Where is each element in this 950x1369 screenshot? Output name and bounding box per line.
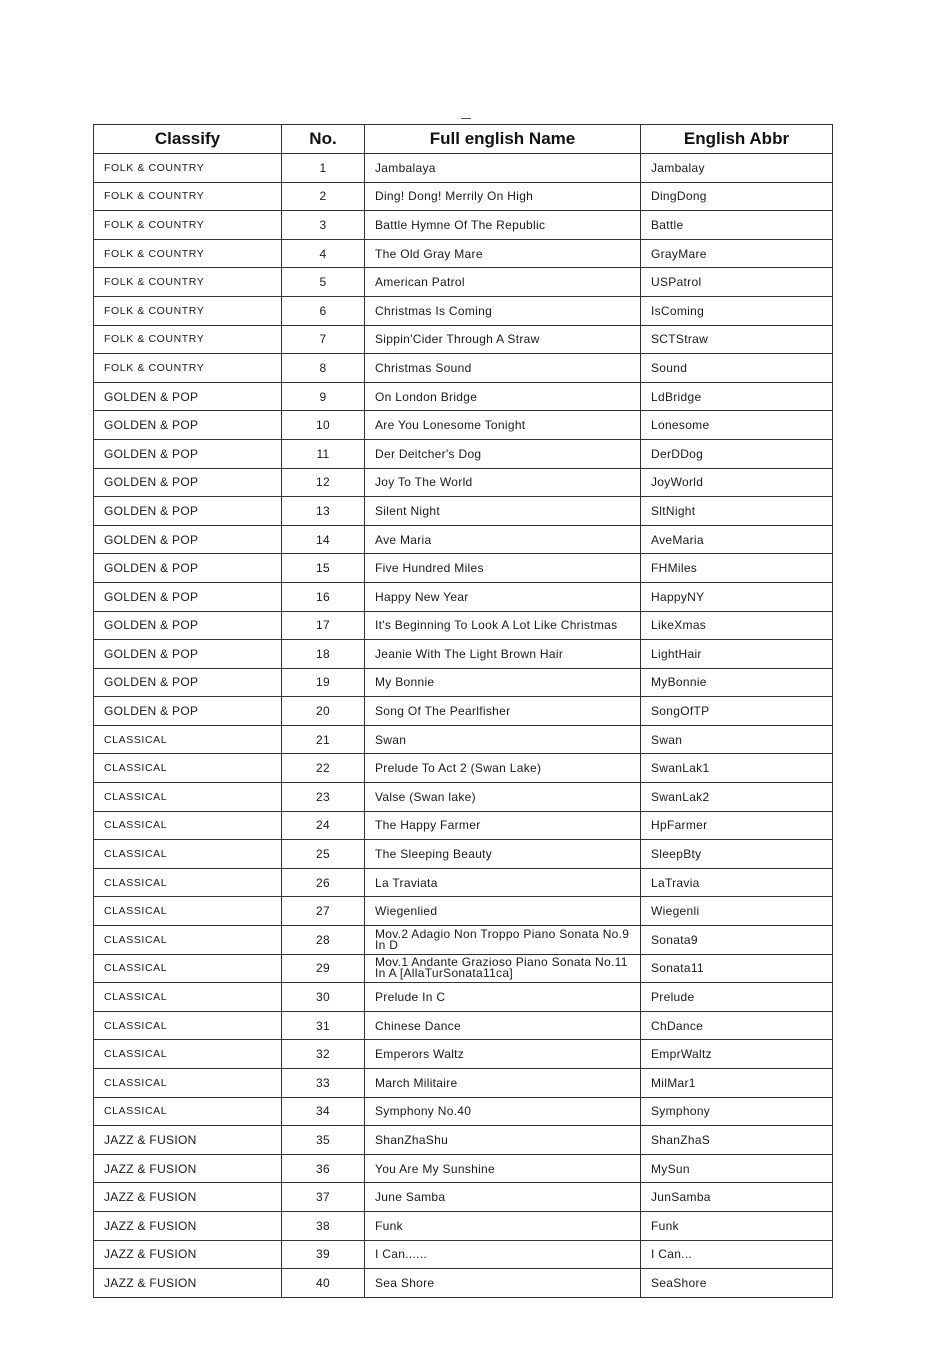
classify-cell: JAZZ & FUSION	[94, 1183, 282, 1212]
abbr-cell: AveMaria	[641, 525, 833, 554]
abbr-cell: HpFarmer	[641, 811, 833, 840]
classify-cell: CLASSICAL	[94, 1011, 282, 1040]
abbr-cell: Battle	[641, 211, 833, 240]
table-row	[94, 1097, 833, 1126]
abbr-cell: LightHair	[641, 640, 833, 669]
full-name-cell: Christmas Is Coming	[365, 296, 641, 325]
table-row	[94, 411, 833, 440]
number-cell: 21	[282, 725, 365, 754]
table-row	[94, 1211, 833, 1240]
number-cell: 1	[282, 154, 365, 183]
abbr-cell: Swan	[641, 725, 833, 754]
number-cell: 5	[282, 268, 365, 297]
number-cell: 3	[282, 211, 365, 240]
classify-cell: GOLDEN & POP	[94, 439, 282, 468]
abbr-cell: ChDance	[641, 1011, 833, 1040]
number-cell: 7	[282, 325, 365, 354]
full-name-cell: Jeanie With The Light Brown Hair	[365, 640, 641, 669]
number-cell: 26	[282, 868, 365, 897]
abbr-cell: Prelude	[641, 983, 833, 1012]
number-cell: 19	[282, 668, 365, 697]
abbr-cell: MilMar1	[641, 1069, 833, 1098]
classify-cell: FOLK & COUNTRY	[94, 296, 282, 325]
table-row	[94, 1154, 833, 1183]
abbr-cell: MyBonnie	[641, 668, 833, 697]
full-name-cell: Battle Hymne Of The Republic	[365, 211, 641, 240]
full-name-cell: It's Beginning To Look A Lot Like Christmas	[365, 611, 641, 640]
classify-cell: FOLK & COUNTRY	[94, 268, 282, 297]
classify-cell: CLASSICAL	[94, 1040, 282, 1069]
classify-cell: JAZZ & FUSION	[94, 1269, 282, 1298]
header-english-abbr: English Abbr	[641, 125, 833, 154]
table-row	[94, 554, 833, 583]
classify-cell: CLASSICAL	[94, 954, 282, 983]
classify-cell: GOLDEN & POP	[94, 697, 282, 726]
abbr-cell: SwanLak2	[641, 783, 833, 812]
number-cell: 22	[282, 754, 365, 783]
table-row	[94, 325, 833, 354]
full-name-cell: Joy To The World	[365, 468, 641, 497]
classify-cell: CLASSICAL	[94, 983, 282, 1012]
table-row	[94, 611, 833, 640]
table-row	[94, 754, 833, 783]
abbr-cell: Sonata11	[641, 954, 833, 983]
table-row	[94, 1040, 833, 1069]
classify-cell: GOLDEN & POP	[94, 525, 282, 554]
number-cell: 29	[282, 954, 365, 983]
number-cell: 4	[282, 239, 365, 268]
full-name-cell: Prelude In C	[365, 983, 641, 1012]
number-cell: 6	[282, 296, 365, 325]
classify-cell: JAZZ & FUSION	[94, 1240, 282, 1269]
table-row	[94, 783, 833, 812]
table-row	[94, 668, 833, 697]
full-name-cell: Valse (Swan lake)	[365, 783, 641, 812]
full-name-cell: Funk	[365, 1211, 641, 1240]
full-name-cell: Ding! Dong! Merrily On High	[365, 182, 641, 211]
full-name-cell: I Can......	[365, 1240, 641, 1269]
abbr-cell: SltNight	[641, 497, 833, 526]
abbr-cell: Funk	[641, 1211, 833, 1240]
classify-cell: CLASSICAL	[94, 926, 282, 955]
header-classify: Classify	[94, 125, 282, 154]
number-cell: 18	[282, 640, 365, 669]
classify-cell: FOLK & COUNTRY	[94, 182, 282, 211]
abbr-cell: SleepBty	[641, 840, 833, 869]
table-row	[94, 268, 833, 297]
abbr-cell: SongOfTP	[641, 697, 833, 726]
full-name-cell: Mov.2 Adagio Non Troppo Piano Sonata No.9 In D	[365, 926, 641, 955]
abbr-cell: USPatrol	[641, 268, 833, 297]
table-row	[94, 296, 833, 325]
number-cell: 31	[282, 1011, 365, 1040]
abbr-cell: Sound	[641, 354, 833, 383]
number-cell: 13	[282, 497, 365, 526]
abbr-cell: FHMiles	[641, 554, 833, 583]
full-name-cell: Chinese Dance	[365, 1011, 641, 1040]
table-row	[94, 1126, 833, 1155]
table-row	[94, 182, 833, 211]
abbr-cell: IsComing	[641, 296, 833, 325]
number-cell: 8	[282, 354, 365, 383]
table-row	[94, 926, 833, 955]
abbr-cell: Lonesome	[641, 411, 833, 440]
number-cell: 11	[282, 439, 365, 468]
abbr-cell: HappyNY	[641, 582, 833, 611]
classify-cell: FOLK & COUNTRY	[94, 354, 282, 383]
number-cell: 14	[282, 525, 365, 554]
full-name-cell: Christmas Sound	[365, 354, 641, 383]
abbr-cell: MySun	[641, 1154, 833, 1183]
table-row	[94, 525, 833, 554]
abbr-cell: Jambalay	[641, 154, 833, 183]
table-body	[94, 154, 833, 1298]
song-list-table	[93, 124, 833, 1298]
full-name-cell: Sea Shore	[365, 1269, 641, 1298]
table-row	[94, 954, 833, 983]
table-row	[94, 1069, 833, 1098]
number-cell: 39	[282, 1240, 365, 1269]
number-cell: 10	[282, 411, 365, 440]
abbr-cell: I Can...	[641, 1240, 833, 1269]
full-name-cell: My Bonnie	[365, 668, 641, 697]
full-name-cell: On London Bridge	[365, 382, 641, 411]
table-row	[94, 811, 833, 840]
number-cell: 2	[282, 182, 365, 211]
table-row	[94, 468, 833, 497]
abbr-cell: JoyWorld	[641, 468, 833, 497]
classify-cell: GOLDEN & POP	[94, 611, 282, 640]
classify-cell: CLASSICAL	[94, 1069, 282, 1098]
full-name-cell: Song Of The Pearlfisher	[365, 697, 641, 726]
abbr-cell: DerDDog	[641, 439, 833, 468]
classify-cell: CLASSICAL	[94, 754, 282, 783]
classify-cell: GOLDEN & POP	[94, 382, 282, 411]
number-cell: 17	[282, 611, 365, 640]
full-name-cell: The Sleeping Beauty	[365, 840, 641, 869]
classify-cell: GOLDEN & POP	[94, 411, 282, 440]
number-cell: 36	[282, 1154, 365, 1183]
full-name-cell: Prelude To Act 2 (Swan Lake)	[365, 754, 641, 783]
full-name-cell: Wiegenlied	[365, 897, 641, 926]
header-full-english-name: Full english Name	[365, 125, 641, 154]
full-name-cell: March Militaire	[365, 1069, 641, 1098]
full-name-cell: Der Deitcher's Dog	[365, 439, 641, 468]
abbr-cell: JunSamba	[641, 1183, 833, 1212]
table-header-row	[94, 125, 833, 154]
number-cell: 34	[282, 1097, 365, 1126]
page-mark	[461, 118, 471, 119]
number-cell: 33	[282, 1069, 365, 1098]
full-name-cell: American Patrol	[365, 268, 641, 297]
abbr-cell: SeaShore	[641, 1269, 833, 1298]
table-row	[94, 840, 833, 869]
classify-cell: CLASSICAL	[94, 725, 282, 754]
number-cell: 28	[282, 926, 365, 955]
full-name-cell: The Happy Farmer	[365, 811, 641, 840]
number-cell: 35	[282, 1126, 365, 1155]
classify-cell: GOLDEN & POP	[94, 640, 282, 669]
table-row	[94, 439, 833, 468]
table-row	[94, 897, 833, 926]
full-name-cell: Are You Lonesome Tonight	[365, 411, 641, 440]
table-row	[94, 1011, 833, 1040]
table-row	[94, 211, 833, 240]
classify-cell: GOLDEN & POP	[94, 468, 282, 497]
full-name-cell: ShanZhaShu	[365, 1126, 641, 1155]
classify-cell: CLASSICAL	[94, 783, 282, 812]
abbr-cell: LikeXmas	[641, 611, 833, 640]
abbr-cell: EmprWaltz	[641, 1040, 833, 1069]
classify-cell: JAZZ & FUSION	[94, 1211, 282, 1240]
number-cell: 27	[282, 897, 365, 926]
table-row	[94, 497, 833, 526]
table-row	[94, 154, 833, 183]
full-name-cell: June Samba	[365, 1183, 641, 1212]
table-row	[94, 382, 833, 411]
table-row	[94, 1269, 833, 1298]
classify-cell: FOLK & COUNTRY	[94, 239, 282, 268]
full-name-cell: Happy New Year	[365, 582, 641, 611]
full-name-cell: Sippin'Cider Through A Straw	[365, 325, 641, 354]
abbr-cell: Symphony	[641, 1097, 833, 1126]
table-row	[94, 354, 833, 383]
classify-cell: JAZZ & FUSION	[94, 1126, 282, 1155]
classify-cell: CLASSICAL	[94, 868, 282, 897]
table-row	[94, 239, 833, 268]
full-name-cell: La Traviata	[365, 868, 641, 897]
abbr-cell: SwanLak1	[641, 754, 833, 783]
full-name-cell: Symphony No.40	[365, 1097, 641, 1126]
number-cell: 25	[282, 840, 365, 869]
full-name-cell: Ave Maria	[365, 525, 641, 554]
classify-cell: FOLK & COUNTRY	[94, 154, 282, 183]
abbr-cell: SCTStraw	[641, 325, 833, 354]
classify-cell: GOLDEN & POP	[94, 497, 282, 526]
number-cell: 16	[282, 582, 365, 611]
full-name-cell: Five Hundred Miles	[365, 554, 641, 583]
number-cell: 12	[282, 468, 365, 497]
number-cell: 38	[282, 1211, 365, 1240]
number-cell: 24	[282, 811, 365, 840]
classify-cell: GOLDEN & POP	[94, 668, 282, 697]
classify-cell: GOLDEN & POP	[94, 554, 282, 583]
number-cell: 15	[282, 554, 365, 583]
abbr-cell: ShanZhaS	[641, 1126, 833, 1155]
abbr-cell: DingDong	[641, 182, 833, 211]
classify-cell: CLASSICAL	[94, 811, 282, 840]
classify-cell: JAZZ & FUSION	[94, 1154, 282, 1183]
table-row	[94, 1183, 833, 1212]
table-row	[94, 868, 833, 897]
classify-cell: CLASSICAL	[94, 840, 282, 869]
classify-cell: FOLK & COUNTRY	[94, 211, 282, 240]
full-name-cell: Mov.1 Andante Grazioso Piano Sonata No.11 In A [AllaTurSonata11ca]	[365, 954, 641, 983]
full-name-cell: The Old Gray Mare	[365, 239, 641, 268]
abbr-cell: LdBridge	[641, 382, 833, 411]
number-cell: 40	[282, 1269, 365, 1298]
table-row	[94, 640, 833, 669]
number-cell: 23	[282, 783, 365, 812]
abbr-cell: LaTravia	[641, 868, 833, 897]
table-row	[94, 725, 833, 754]
number-cell: 32	[282, 1040, 365, 1069]
full-name-cell: Jambalaya	[365, 154, 641, 183]
classify-cell: GOLDEN & POP	[94, 582, 282, 611]
full-name-cell: Swan	[365, 725, 641, 754]
table-row	[94, 582, 833, 611]
number-cell: 20	[282, 697, 365, 726]
table-row	[94, 983, 833, 1012]
abbr-cell: Wiegenli	[641, 897, 833, 926]
abbr-cell: Sonata9	[641, 926, 833, 955]
classify-cell: CLASSICAL	[94, 897, 282, 926]
number-cell: 30	[282, 983, 365, 1012]
classify-cell: CLASSICAL	[94, 1097, 282, 1126]
table-row	[94, 697, 833, 726]
full-name-cell: You Are My Sunshine	[365, 1154, 641, 1183]
full-name-cell: Silent Night	[365, 497, 641, 526]
abbr-cell: GrayMare	[641, 239, 833, 268]
classify-cell: FOLK & COUNTRY	[94, 325, 282, 354]
full-name-cell: Emperors Waltz	[365, 1040, 641, 1069]
number-cell: 37	[282, 1183, 365, 1212]
number-cell: 9	[282, 382, 365, 411]
table-row	[94, 1240, 833, 1269]
header-number: No.	[282, 125, 365, 154]
